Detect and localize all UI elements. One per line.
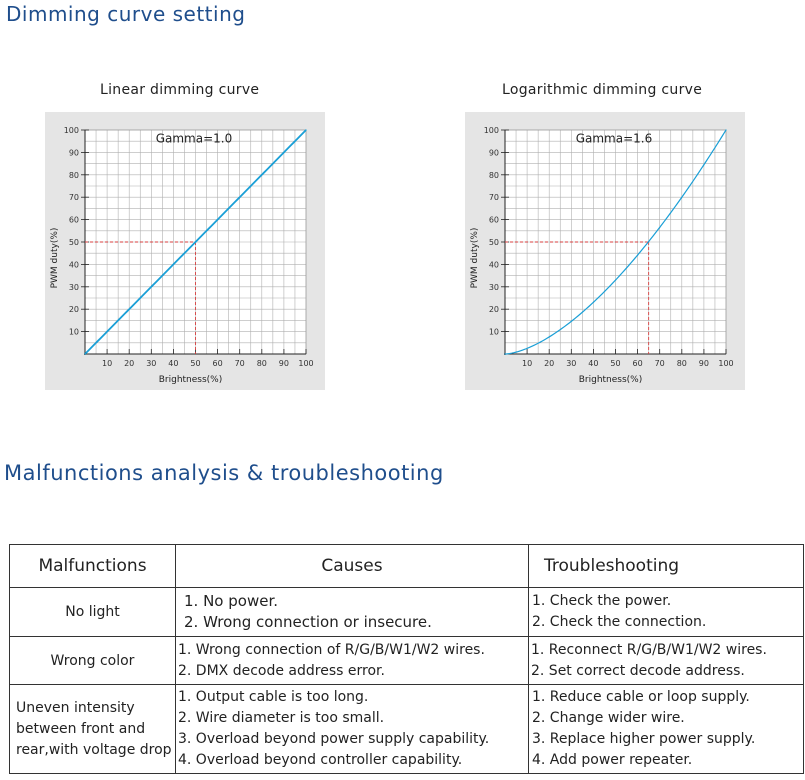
x-tick-label: 90 (278, 359, 289, 368)
troubleshooting-cell (529, 588, 804, 637)
data-point (173, 264, 174, 265)
troubleshooting-item: 1. Reconnect R/G/B/W1/W2 wires. (531, 641, 767, 658)
y-tick-label: 100 (483, 126, 499, 135)
y-axis-label: PWM duty(%) (470, 227, 480, 289)
data-point (571, 321, 572, 322)
cause-item: 1. Output cable is too long. (178, 689, 369, 705)
cause-item: 1. No power. (184, 592, 278, 610)
causes-cell (176, 588, 529, 637)
x-tick-label: 30 (146, 359, 157, 368)
y-tick-label: 40 (488, 260, 499, 270)
data-point (283, 152, 284, 153)
troubleshooting-cell (529, 637, 804, 685)
y-tick-label: 90 (488, 148, 499, 158)
data-point (527, 348, 528, 349)
data-point (129, 309, 130, 310)
data-point (703, 164, 704, 165)
table-header-row (10, 545, 804, 588)
troubleshooting-item: 2. Check the connection. (532, 614, 707, 630)
data-point (151, 286, 152, 287)
data-point (681, 197, 682, 198)
header-malfunctions: Malfunctions (10, 545, 176, 588)
x-tick-label: 100 (298, 359, 314, 368)
x-tick-label: 10 (102, 359, 113, 368)
data-point (549, 336, 550, 337)
malfunction-text: between front and (16, 720, 146, 737)
x-tick-label: 50 (610, 359, 621, 368)
troubleshooting-item: 3. Replace higher power supply. (532, 731, 756, 747)
data-point (648, 241, 649, 242)
troubleshooting-cell (529, 685, 804, 774)
malfunction-cell (10, 637, 176, 685)
data-point (195, 241, 196, 242)
header-troubleshooting: Troubleshooting (529, 545, 804, 588)
data-point (637, 255, 638, 256)
linear-chart-title: Linear dimming curve (100, 82, 260, 98)
y-tick-label: 70 (68, 193, 79, 203)
header-causes: Causes (176, 545, 529, 588)
x-tick-label: 20 (124, 359, 135, 368)
x-tick-label: 100 (718, 359, 734, 368)
y-tick-label: 20 (68, 305, 79, 315)
data-point (261, 174, 262, 175)
logarithmic-chart (465, 112, 745, 390)
data-point (107, 331, 108, 332)
y-tick-label: 70 (488, 193, 499, 203)
y-axis-label: PWM duty(%) (50, 227, 60, 289)
x-tick-label: 70 (234, 359, 245, 368)
x-axis-label: Brightness(%) (158, 375, 223, 385)
linear-chart (45, 112, 325, 390)
x-tick-label: 40 (168, 359, 179, 368)
dimming-curve-section-title: Dimming curve setting (6, 2, 246, 26)
y-tick-label: 60 (68, 215, 79, 225)
y-tick-label: 80 (488, 170, 499, 180)
data-point (305, 129, 306, 130)
gamma-annotation: Gamma=1.6 (575, 131, 653, 146)
data-point (725, 129, 726, 130)
y-tick-label: 60 (488, 215, 499, 225)
x-tick-label: 50 (190, 359, 201, 368)
table-row (10, 637, 804, 685)
y-tick-label: 10 (488, 327, 499, 337)
x-tick-label: 80 (676, 359, 687, 368)
x-tick-label: 10 (522, 359, 533, 368)
data-point (615, 279, 616, 280)
troubleshooting-item: 2. Set correct decode address. (531, 662, 745, 679)
y-tick-label: 90 (68, 148, 79, 158)
data-point (593, 302, 594, 303)
troubleshooting-item: 4. Add power repeater. (532, 752, 693, 768)
y-tick-label: 30 (488, 282, 499, 292)
x-axis-label: Brightness(%) (578, 375, 643, 385)
cause-item: 2. DMX decode address error. (178, 662, 385, 679)
x-tick-label: 90 (698, 359, 709, 368)
x-tick-label: 80 (256, 359, 267, 368)
y-tick-label: 50 (488, 238, 499, 247)
malfunction-cell (10, 685, 176, 774)
malfunction-cell (10, 588, 176, 637)
troubleshooting-item: 1. Reduce cable or loop supply. (532, 689, 750, 705)
x-tick-label: 30 (566, 359, 577, 368)
x-tick-label: 40 (588, 359, 599, 368)
cause-item: 2. Wire diameter is too small. (178, 710, 385, 726)
y-tick-label: 50 (68, 238, 79, 247)
data-point (504, 353, 505, 354)
logarithmic-chart-title: Logarithmic dimming curve (502, 82, 703, 98)
y-tick-label: 30 (68, 282, 79, 292)
x-tick-label: 20 (544, 359, 555, 368)
data-point (659, 227, 660, 228)
gamma-annotation: Gamma=1.0 (155, 131, 233, 146)
y-tick-label: 20 (488, 305, 499, 315)
y-tick-label: 40 (68, 260, 79, 270)
causes-cell (176, 685, 529, 774)
causes-cell (176, 637, 529, 685)
malfunction-text: Uneven intensity (16, 699, 135, 716)
y-tick-label: 100 (63, 126, 79, 135)
malfunction-text: No light (65, 604, 120, 620)
x-tick-label: 60 (212, 359, 223, 368)
data-point (217, 219, 218, 220)
troubleshooting-table (9, 544, 804, 774)
data-point (239, 197, 240, 198)
y-tick-label: 80 (68, 170, 79, 180)
cause-item: 4. Overload beyond controller capability. (178, 752, 463, 768)
malfunction-text: rear,with voltage drop (16, 741, 172, 758)
troubleshooting-item: 2. Change wider wire. (532, 710, 685, 726)
data-point (84, 353, 85, 354)
x-tick-label: 60 (632, 359, 643, 368)
cause-item: 1. Wrong connection of R/G/B/W1/W2 wires. (178, 641, 485, 658)
cause-item: 2. Wrong connection or insecure. (184, 613, 432, 631)
logarithmic-chart-panel (465, 112, 745, 390)
malfunction-text: Wrong color (50, 652, 135, 669)
x-tick-label: 70 (654, 359, 665, 368)
linear-chart-panel (45, 112, 325, 390)
troubleshooting-item: 1. Check the power. (532, 593, 672, 609)
cause-item: 3. Overload beyond power supply capability. (178, 731, 490, 747)
malfunctions-section-title: Malfunctions analysis & troubleshooting (4, 461, 444, 485)
y-tick-label: 10 (68, 327, 79, 337)
table-row (10, 588, 804, 637)
table-row (10, 685, 804, 774)
